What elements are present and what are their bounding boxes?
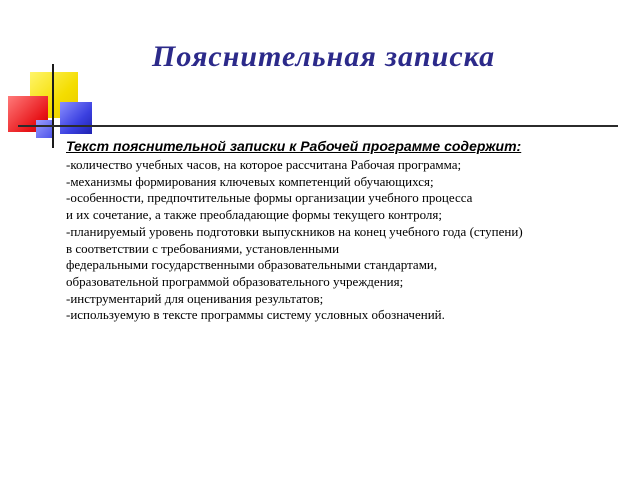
content-line: -инструментарий для оценивания результатов;: [66, 290, 324, 306]
content-heading: Текст пояснительной записки к Рабочей программе содержит:: [66, 138, 522, 154]
blue-square-decoration: [60, 102, 92, 134]
content-line: -особенности, предпочтительные формы организации учебного процесса: [66, 190, 473, 206]
content-line: -используемую в тексте программы систему условных обозначений.: [66, 307, 445, 323]
content-line: -планируемый уровень подготовки выпускников на конец учебного года (ступени): [66, 223, 523, 239]
vertical-divider-line: [52, 64, 54, 148]
content-line: в соответствии с требованиями, установленными: [66, 240, 340, 256]
content-list: [66, 157, 626, 324]
horizontal-divider-line: [18, 125, 618, 127]
content-line: -механизмы формирования ключевых компетенций обучающихся;: [66, 173, 434, 189]
content-line: образовательной программой образовательного учреждения;: [66, 273, 404, 289]
content-line: и их сочетание, а также преобладающие формы текущего контроля;: [66, 207, 443, 223]
content-line: федеральными государственными образовательными стандартами,: [66, 257, 438, 273]
content-line: -количество учебных часов, на которое рассчитана Рабочая программа;: [66, 157, 462, 172]
slide-title: Пояснительная записка: [152, 40, 496, 73]
